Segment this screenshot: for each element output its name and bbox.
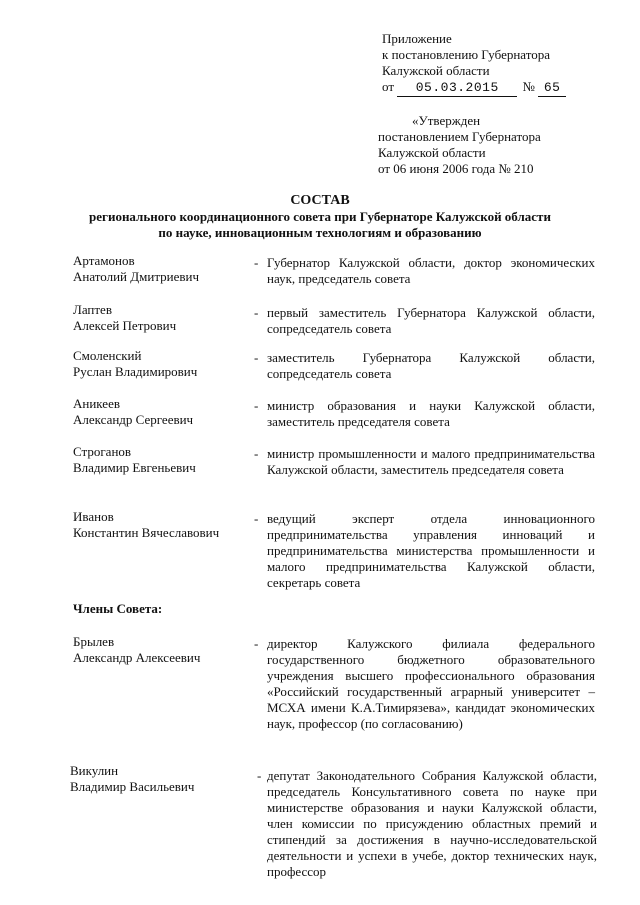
resolution-date-line: [382, 79, 566, 97]
document-subtitle-2: по науке, инновационным технологиям и образованию: [158, 225, 482, 240]
person-name: Артамонов Анатолий Дмитриевич: [73, 253, 200, 284]
person-role: первый заместитель Губернатора Калужской области, сопредседатель совета: [267, 305, 595, 336]
person-name: Лаптев Алексей Петрович: [73, 302, 177, 333]
resolution-date: 05.03.2015: [397, 80, 517, 97]
person-name: Викулин Владимир Васильевич: [70, 763, 195, 794]
dash-separator: -: [254, 446, 259, 461]
document-subtitle-1: регионального координационного совета при Губернаторе Калужской области: [89, 209, 551, 224]
person-role: директор Калужского филиала федерального государственного бюджетного образовательного учреждения высшего профессионального образования «Российский государственный аграрный университет – МСХА имени К.А.Тимирязева», кандидат экономических наук, профессор (по согласованию): [267, 636, 595, 731]
person-role: депутат Законодательного Собрания Калужской области, председатель Консультативного совета по науке при министерстве образования и науки Калужской области, член комиссии по присуждению областных премий и стипендий за достижения в научно-исследовательской деятельности и успехи в учебе, доктор технических наук, профессор: [267, 768, 597, 879]
dash-separator: -: [254, 398, 259, 413]
members-heading: Члены Совета:: [73, 601, 163, 616]
person-name: Строганов Владимир Евгеньевич: [73, 444, 196, 475]
dash-separator: -: [254, 305, 259, 320]
approved-by: постановлением Губернатора: [378, 129, 541, 144]
dash-separator: -: [257, 768, 262, 783]
person-name: Брылев Александр Алексеевич: [73, 634, 201, 665]
approved-region: Калужской области: [378, 145, 486, 160]
from-label: от: [382, 79, 395, 94]
appendix-label: Приложение: [382, 31, 452, 46]
dash-separator: -: [254, 255, 259, 270]
resolution-number: 65: [538, 80, 566, 97]
approved-label: «Утвержден: [412, 113, 481, 128]
document-title: СОСТАВ: [290, 193, 350, 208]
approved-date: от 06 июня 2006 года № 210: [378, 161, 534, 176]
region-ref: Калужской области: [382, 63, 490, 78]
number-label: №: [522, 79, 535, 94]
person-role: заместитель Губернатора Калужской области, сопредседатель совета: [267, 350, 595, 381]
dash-separator: -: [254, 511, 259, 526]
person-name: Аникеев Александр Сергеевич: [73, 396, 194, 427]
person-role: Губернатор Калужской области, доктор экономических наук, председатель совета: [267, 255, 595, 286]
person-name: Иванов Константин Вячеславович: [73, 509, 220, 540]
person-role: министр промышленности и малого предпринимательства Калужской области, заместитель председателя совета: [267, 446, 595, 477]
person-role: ведущий эксперт отдела инновационного предпринимательства управления инноваций и предпринимательства министерства промышленности и малого предпринимательства Калужской области, секретарь совета: [267, 511, 595, 590]
person-name: Смоленский Руслан Владимирович: [73, 348, 198, 379]
dash-separator: -: [254, 350, 259, 365]
dash-separator: -: [254, 636, 259, 651]
person-role: министр образования и науки Калужской области, заместитель председателя совета: [267, 398, 595, 429]
resolution-ref: к постановлению Губернатора: [382, 47, 551, 62]
